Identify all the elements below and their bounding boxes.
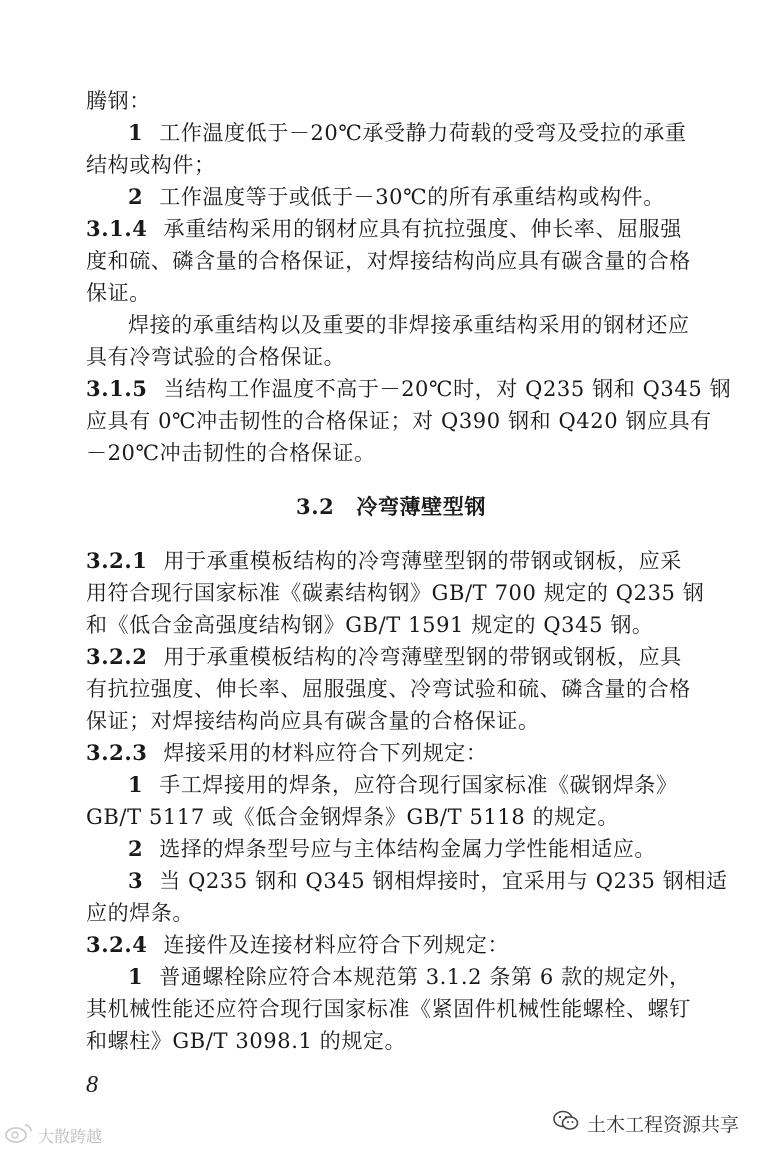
- text-line: 应具有 0℃冲击韧性的合格保证；对 Q390 钢和 Q420 钢应具有: [86, 409, 712, 433]
- text-line: GB/T 5117 或《低合金钢焊条》GB/T 5118 的规定。: [86, 805, 619, 829]
- watermark-right: 土木工程资源共享: [553, 1110, 739, 1137]
- text-line: 其机械性能还应符合现行国家标准《紧固件机械性能螺栓、螺钉: [86, 997, 691, 1021]
- list-item: 2 选择的焊条型号应与主体结构金属力学性能相适应。: [128, 836, 657, 861]
- list-item: 1 工作温度低于－20℃承受静力荷载的受弯及受拉的承重: [128, 120, 687, 145]
- list-item: 1 手工焊接用的焊条，应符合现行国家标准《碳钢焊条》: [128, 772, 678, 797]
- text-line: －20℃冲击韧性的合格保证。: [86, 441, 376, 465]
- text-line: 和《低合金高强度结构钢》GB/T 1591 规定的 Q345 钢。: [86, 613, 654, 637]
- clause-3-2-4: 3.2.4 连接件及连接材料应符合下列规定：: [86, 932, 510, 957]
- clause-3-2-3: 3.2.3 焊接采用的材料应符合下列规定：: [86, 740, 488, 765]
- clause-3-1-5: 3.1.5 当结构工作温度不高于－20℃时，对 Q235 钢和 Q345 钢: [86, 376, 732, 401]
- text-line: 具有冷弯试验的合格保证。: [86, 345, 346, 369]
- weibo-icon: [4, 1122, 34, 1148]
- text-line: 有抗拉强度、伸长率、屈服强度、冷弯试验和硫、磷含量的合格: [86, 677, 691, 701]
- text-line: 度和硫、磷含量的合格保证，对焊接结构尚应具有碳含量的合格: [86, 249, 691, 273]
- clause-3-2-1: 3.2.1 用于承重模板结构的冷弯薄壁型钢的带钢或钢板，应采: [86, 548, 682, 573]
- list-item: 3 当 Q235 钢和 Q345 钢相焊接时，宜采用与 Q235 钢相适: [128, 868, 728, 893]
- watermark-left: 大散跨越: [4, 1122, 102, 1148]
- text-line: 用符合现行国家标准《碳素结构钢》GB/T 700 规定的 Q235 钢: [86, 581, 705, 605]
- text-line: 保证。: [86, 281, 151, 305]
- text-line: 应的焊条。: [86, 901, 194, 925]
- wechat-icon: [553, 1110, 579, 1137]
- section-heading: 3.2 冷弯薄壁型钢: [296, 494, 486, 519]
- text-line: 焊接的承重结构以及重要的非焊接承重结构采用的钢材还应: [128, 313, 690, 337]
- text-line: 结构或构件；: [86, 153, 216, 177]
- clause-3-1-4: 3.1.4 承重结构采用的钢材应具有抗拉强度、伸长率、屈服强: [86, 216, 682, 241]
- list-item: 2 工作温度等于或低于－30℃的所有承重结构或构件。: [128, 184, 665, 209]
- text-line: 腾钢：: [86, 89, 151, 113]
- text-line: 和螺柱》GB/T 3098.1 的规定。: [86, 1029, 407, 1053]
- text-line: 保证；对焊接结构尚应具有碳含量的合格保证。: [86, 709, 540, 733]
- list-item: 1 普通螺栓除应符合本规范第 3.1.2 条第 6 款的规定外，: [128, 964, 691, 989]
- page-number: 8: [86, 1072, 98, 1098]
- clause-3-2-2: 3.2.2 用于承重模板结构的冷弯薄壁型钢的带钢或钢板，应具: [86, 644, 682, 669]
